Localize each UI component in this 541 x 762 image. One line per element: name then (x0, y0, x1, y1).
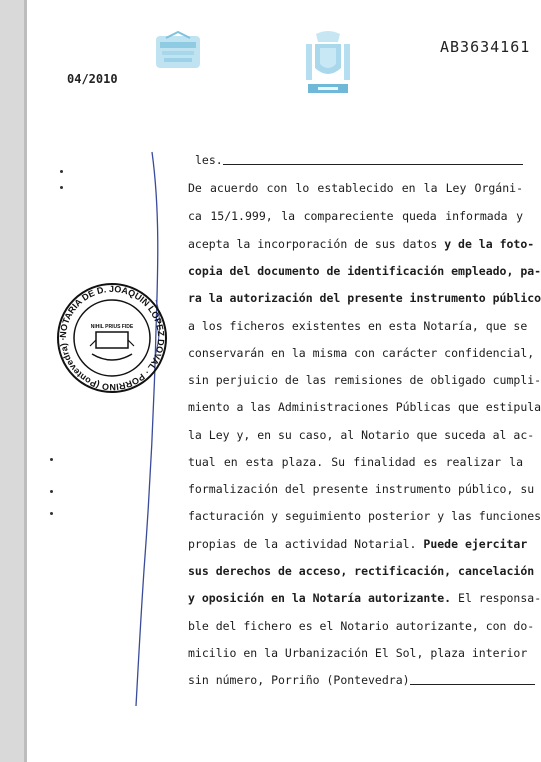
document-text-line (188, 180, 523, 196)
margin-mark (60, 186, 63, 189)
text-segment: Puede ejercitar (423, 537, 528, 551)
document-text-line (188, 454, 523, 470)
text-segment: la Ley y, en su caso, al Notario que suceda al ac- (188, 428, 535, 442)
document-text-line (188, 672, 523, 688)
document-text-line (188, 481, 535, 497)
text-segment: micilio en la Urbanización El Sol, plaza interior (188, 646, 528, 660)
text-segment: y de la foto- (444, 237, 535, 251)
page-left-edge-shadow (24, 0, 27, 762)
text-segment: facturación y seguimiento posterior y las funciones (188, 509, 541, 523)
document-serial-number: AB3634161 (440, 38, 531, 56)
document-text-line (188, 208, 523, 224)
text-segment: El responsa- (451, 591, 541, 605)
text-segment: ra la autorización del presente instrumento público (188, 291, 541, 305)
text-segment: ca 15/1.999, la compareciente queda informada y (188, 209, 523, 223)
document-series: 04/2010 (67, 72, 118, 86)
svg-text:NOTARIA DE D. JOAQUIN LÓPEZ DO: NOTARIA DE D. JOAQUIN LÓPEZ DOVAL · PORRIÑO (Pontevedra) · (57, 283, 167, 393)
document-text-line (188, 427, 535, 443)
text-segment: a los ficheros existentes en esta Notaría, que se (188, 319, 528, 333)
text-segment: miento a las Administraciones Públicas que estipula (188, 400, 541, 414)
text-segment: sus derechos de acceso, rectificación, cancelación (188, 564, 535, 578)
signature-stroke-icon (130, 150, 170, 710)
document-text-line (188, 318, 528, 334)
text-segment: propias de la actividad Notarial. (188, 537, 424, 551)
document-text-line (188, 236, 535, 252)
coat-of-arms-icon (298, 28, 358, 98)
notary-seal-icon (56, 282, 168, 394)
document-text-line (188, 399, 541, 415)
document-text-line (188, 563, 535, 579)
line-fill-dash (223, 156, 523, 165)
document-text-line (188, 536, 528, 552)
text-segment: sin perjuicio de las remisiones de obligado cumpli- (188, 373, 541, 387)
notarial-emblem-left-icon (150, 30, 206, 74)
margin-mark (50, 512, 53, 515)
text-segment: copia del documento de identificación empleado, pa- (188, 264, 541, 278)
document-text-line (188, 345, 535, 361)
document-text-line (188, 508, 541, 524)
margin-mark (50, 490, 53, 493)
document-text-line (188, 645, 528, 661)
document-text-line (188, 290, 541, 306)
text-segment: conservarán en la misma con carácter confidencial, (188, 346, 535, 360)
svg-text:NIHIL PRIUS FIDE: NIHIL PRIUS FIDE (90, 324, 134, 330)
text-segment: tual en esta plaza. Su finalidad es realizar la (188, 455, 523, 469)
document-text-line (188, 372, 541, 388)
document-text-line (195, 152, 525, 168)
text-segment: y oposición en la Notaría autorizante. (188, 591, 452, 605)
document-text-line (188, 263, 541, 279)
document-text-line (188, 618, 535, 634)
text-segment: sin número, Porriño (Pontevedra) (188, 673, 410, 687)
document-text-line (188, 590, 541, 606)
text-segment: formalización del presente instrumento público, su (188, 482, 535, 496)
line-fill-dash (410, 676, 535, 685)
text-segment: ble del fichero es el Notario autorizante, con do- (188, 619, 535, 633)
text-segment: De acuerdo con lo establecido en la Ley Orgáni- (188, 181, 523, 195)
text-segment: acepta la incorporación de sus datos (188, 237, 445, 251)
margin-mark (60, 170, 63, 173)
text-segment: les. (195, 153, 223, 167)
margin-mark (50, 458, 53, 461)
page-left-edge (0, 0, 27, 762)
